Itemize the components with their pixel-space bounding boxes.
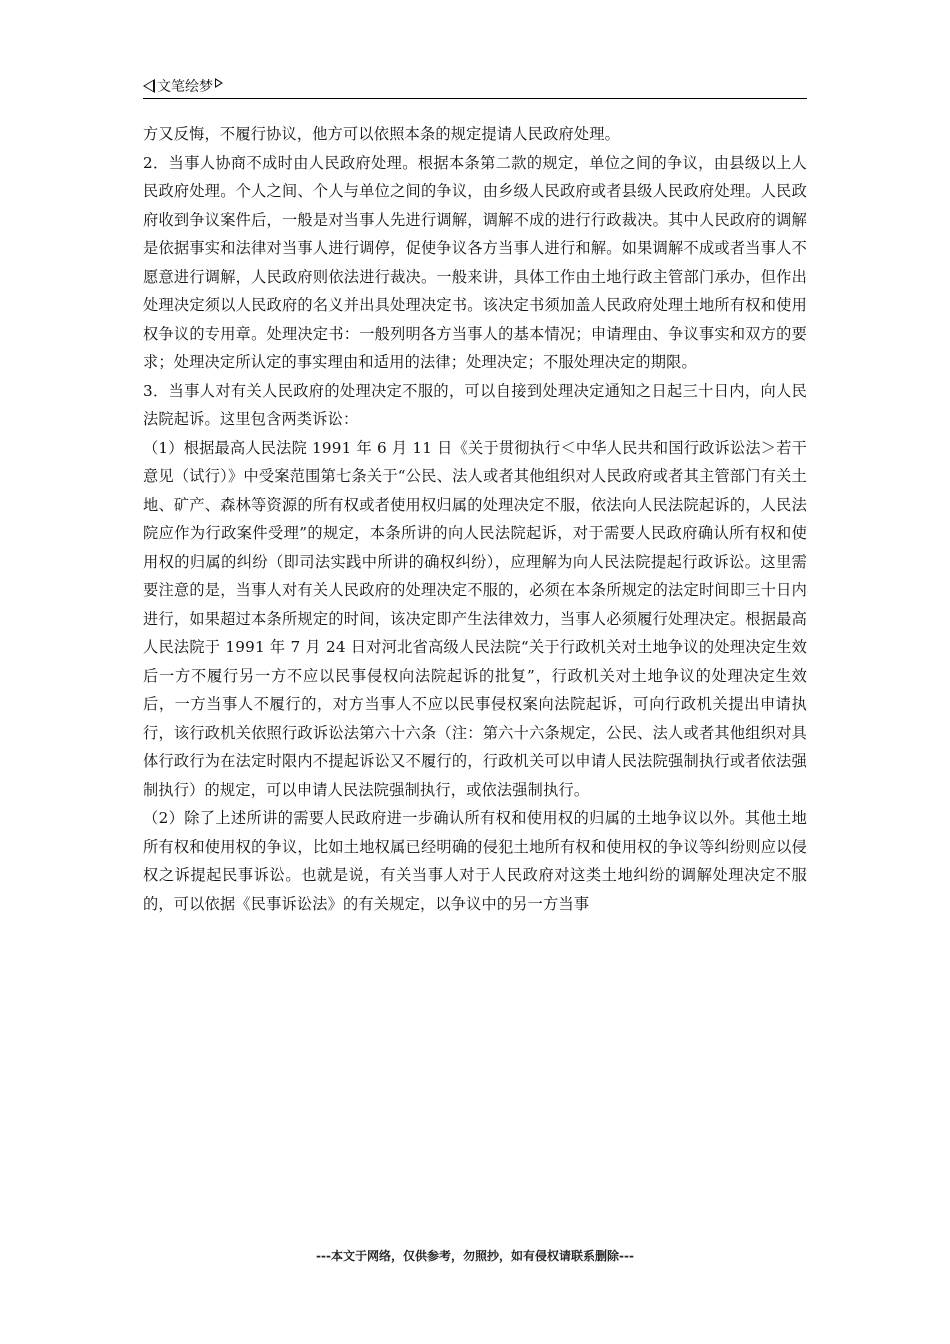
document-body — [143, 120, 807, 918]
paragraph-5: （2）除了上述所讲的需要人民政府进一步确认所有权和使用权的归属的土地争议以外。其他土地所有权和使用权的争议，比如土地权属已经明确的侵犯土地所有权和使用权的争议等纠纷则应以侵权之诉提起民事诉讼。也就是说，有关当事人对于人民政府对这类土地纠纷的调解处理决定不服的，可以依据《民事诉讼法》的有关规定，以争议中的另一方当事 — [143, 809, 807, 913]
header-logo-text: 文笔绘梦 — [157, 79, 213, 95]
triangle-left-icon — [143, 79, 155, 93]
page-header — [143, 74, 807, 99]
header-logo — [143, 76, 223, 96]
paragraph-2: 2．当事人协商不成时由人民政府处理。根据本条第二款的规定，单位之间的争议，由县级以上人民政府处理。个人之间、个人与单位之间的争议，由乡级人民政府或者县级人民政府处理。人民政府收到争议案件后，一般是对当事人先进行调解，调解不成的进行行政裁决。其中人民政府的调解是依据事实和法律对当事人进行调停，促使争议各方当事人进行和解。如果调解不成或者当事人不愿意进行调解，人民政府则依法进行裁决。一般来讲，具体工作由土地行政主管部门承办，但作出处理决定须以人民政府的名义并出具处理决定书。该决定书须加盖人民政府处理土地所有权和使用权争议的专用章。处理决定书：一般列明各方当事人的基本情况；申请理由、争议事实和双方的要求；处理决定所认定的事实理由和适用的法律；处理决定；不服处理决定的期限。 — [143, 153, 807, 371]
paragraph-3: 3．当事人对有关人民政府的处理决定不服的，可以自接到处理决定通知之日起三十日内，向人民法院起诉。这里包含两类诉讼： — [143, 381, 807, 428]
paragraph-1: 方又反悔，不履行协议，他方可以依照本条的规定提请人民政府处理。 — [143, 125, 621, 143]
triangle-right-icon — [215, 78, 223, 88]
paragraph-4: （1）根据最高人民法院 1991 年 6 月 11 日《关于贯彻执行＜中华人民共和国行政诉讼法＞若干意见（试行）》中受案范围第七条关于“公民、法人或者其他组织对人民政府或者其主管部门有关土地、矿产、森林等资源的所有权或者使用权归属的处理决定不服，依法向人民法院起诉的，人民法院应作为行政案件受理”的规定，本条所讲的向人民法院起诉，对于需要人民政府确认所有权和使用权的归属的纠纷（即司法实践中所讲的确权纠纷），应理解为向人民法院提起行政诉讼。这里需要注意的是，当事人对有关人民政府的处理决定不服的，必须在本条所规定的法定时间即三十日内进行，如果超过本条所规定的时间，该决定即产生法律效力，当事人必须履行处理决定。根据最高人民法院于 1991 年 7 月 24 日对河北省高级人民法院“关于行政机关对土地争议的处理决定生效后一方不履行另一方不应以民事侵权向法院起诉的批复”，行政机关对土地争议的处理决定生效后，一方当事人不履行的，对方当事人不应以民事侵权案向法院起诉，可向行政机关提出申请执行，该行政机关依照行政诉讼法第六十六条（注：第六十六条规定，公民、法人或者其他组织对具体行政行为在法定时限内不提起诉讼又不履行的，行政机关可以申请人民法院强制执行或者依法强制执行）的规定，可以申请人民法院强制执行，或依法强制执行。 — [143, 438, 807, 799]
page-footer: ---本文于网络，仅供参考，勿照抄，如有侵权请联系删除--- — [316, 1249, 634, 1263]
